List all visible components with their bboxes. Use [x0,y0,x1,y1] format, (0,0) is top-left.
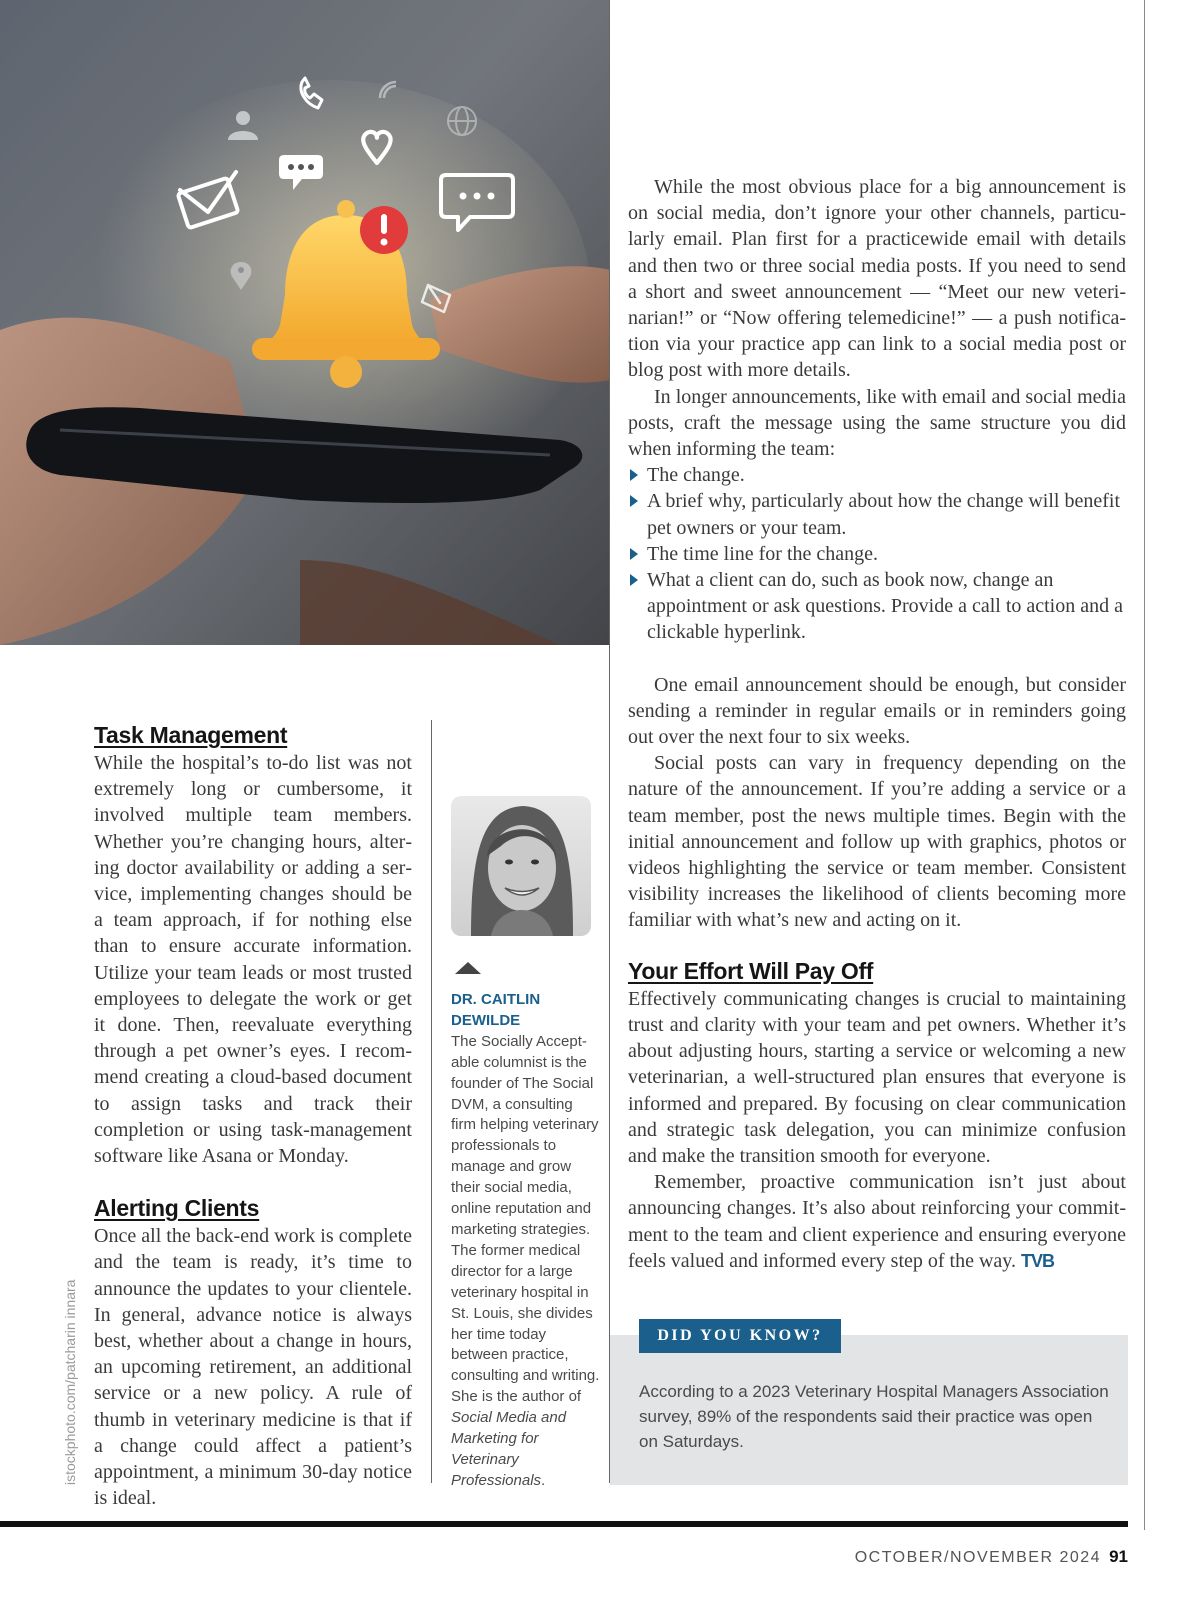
paragraph: One email announcement should be enough, but consider sending a reminder in regular emails or in reminders going out over the next four to six weeks. [628,673,1126,749]
list-item: What a client can do, such as book now, change an appointment or ask questions. Provide a call to action and a clickable hyperlink. [628,567,1126,646]
paragraph [628,1169,1126,1274]
author-bio [451,990,601,1492]
list-item: A brief why, particularly about how the change will benefit pet owners or your team. [628,488,1126,540]
page-number: 91 [1109,1547,1128,1566]
alerting-clients-heading: Alerting Clients [94,1195,260,1222]
column-rule [431,720,432,1483]
paragraph: While the most obvious place for a big announcement is on social media, don’t ignore your other channels, particularly email. Plan first for a practicewide email with details and then two or three social media posts. If you need to send a short and sweet announcement — “Meet our new veterinarian!” or “Now offering telemedicine!” — a push notification via your practice app can link to a social media post or blog post with more details. [628,176,1126,382]
book-title: Social Media and Marketing for Veterinary Professionals [451,1409,567,1489]
author-bio-text: The Socially Acceptable columnist is the founder of The Social DVM, a consulting firm helping veterinary professionals to manage and grow their social media, online reputation and marketing strategies. The former medical director for a large veterinary hospital in St. Louis, she divides her time today between practice, consulting and writing. She is the author of [451,1032,600,1406]
left-column [94,720,412,1511]
issue-date: OCTOBER/NOVEMBER 2024 [854,1549,1102,1566]
author-portrait [451,796,591,936]
paragraph: Social posts can vary in frequency depending on the nature of the announcement. If you’re adding a service or a team member, post the news multiple times. Begin with the initial announcement and follow up with graphics, photos or videos highlighting the service or team member. Consistent visibility increases the likelihood of clients becoming more familiar with what’s new and acting on it. [628,752,1126,932]
paragraph: In longer announcements, like with email and social media posts, craft the message using the same structure you did when informing the team: [628,385,1126,461]
column-rule [609,0,610,1483]
author-bio-end: . [541,1471,546,1489]
list-item: The change. [628,462,1126,488]
photo-credit: istockphoto.com/patcharin innara [62,1279,78,1485]
did-you-know-label: DID YOU KNOW? [639,1319,841,1353]
tvb-end-mark: TVB [1021,1250,1054,1271]
bullet-list [628,462,1126,645]
effort-heading: Your Effort Will Pay Off [628,957,874,984]
did-you-know-text: According to a 2023 Veterinary Hospital Managers Association survey, 89% of the respondents said their practice was open on Saturdays. [639,1382,1109,1451]
author-name: DR. CAITLIN DEWILDE [451,991,541,1029]
task-management-body: While the hospital’s to-do list was not extremely long or cumbersome, it involved multiple team members. Whether you’re changing hours, altering doctor availability or adding a service, implementing changes should be a team approach, if for nothing else than to ensure accurate information. Utilize your team leads or most trusted employees to delegate the work or get it done. Then, reevaluate everything through a pet owner’s eyes. I recommend creating a cloud-based document to assign tasks and track their completion or using task-management software like Asana or Monday. [94,752,412,1168]
task-management-heading: Task Management [94,722,288,748]
arrow-up-icon [455,962,481,974]
closing-text: Remember, proactive communication isn’t just about announcing changes. It’s also about reinforcing your commitment to the team and client experience and ensuring everyone feels valued and informed every step of the way. [628,1171,1126,1272]
footer-rule [0,1521,1128,1527]
page-edge-rule [1144,0,1145,1530]
alerting-clients-body: Once all the back-end work is complete and the team is ready, it’s time to announce the updates to your clientele. In general, advance notice is always best, whether about a change in hours, an upcoming retirement, an additional service or a new policy. A rule of thumb in veterinary medicine is that if a change could affect a patient’s appointment, a minimum 30-day notice is ideal. [94,1225,412,1510]
folio [855,1547,1128,1567]
right-column [628,174,1126,1274]
hero-image [0,0,610,645]
list-item: The time line for the change. [628,541,1126,567]
paragraph: Effectively communicating changes is crucial to maintaining trust and clarity with your team and pet owners. Whether it’s about adjusting hours, starting a service or welcoming a new veterinarian, a well-structured plan ensures that everyone is informed and prepared. By focusing on clear communication and strategic task delegation, you can minimize confusion and make the transition smooth for everyone. [628,987,1126,1167]
alert-icon [360,206,408,254]
